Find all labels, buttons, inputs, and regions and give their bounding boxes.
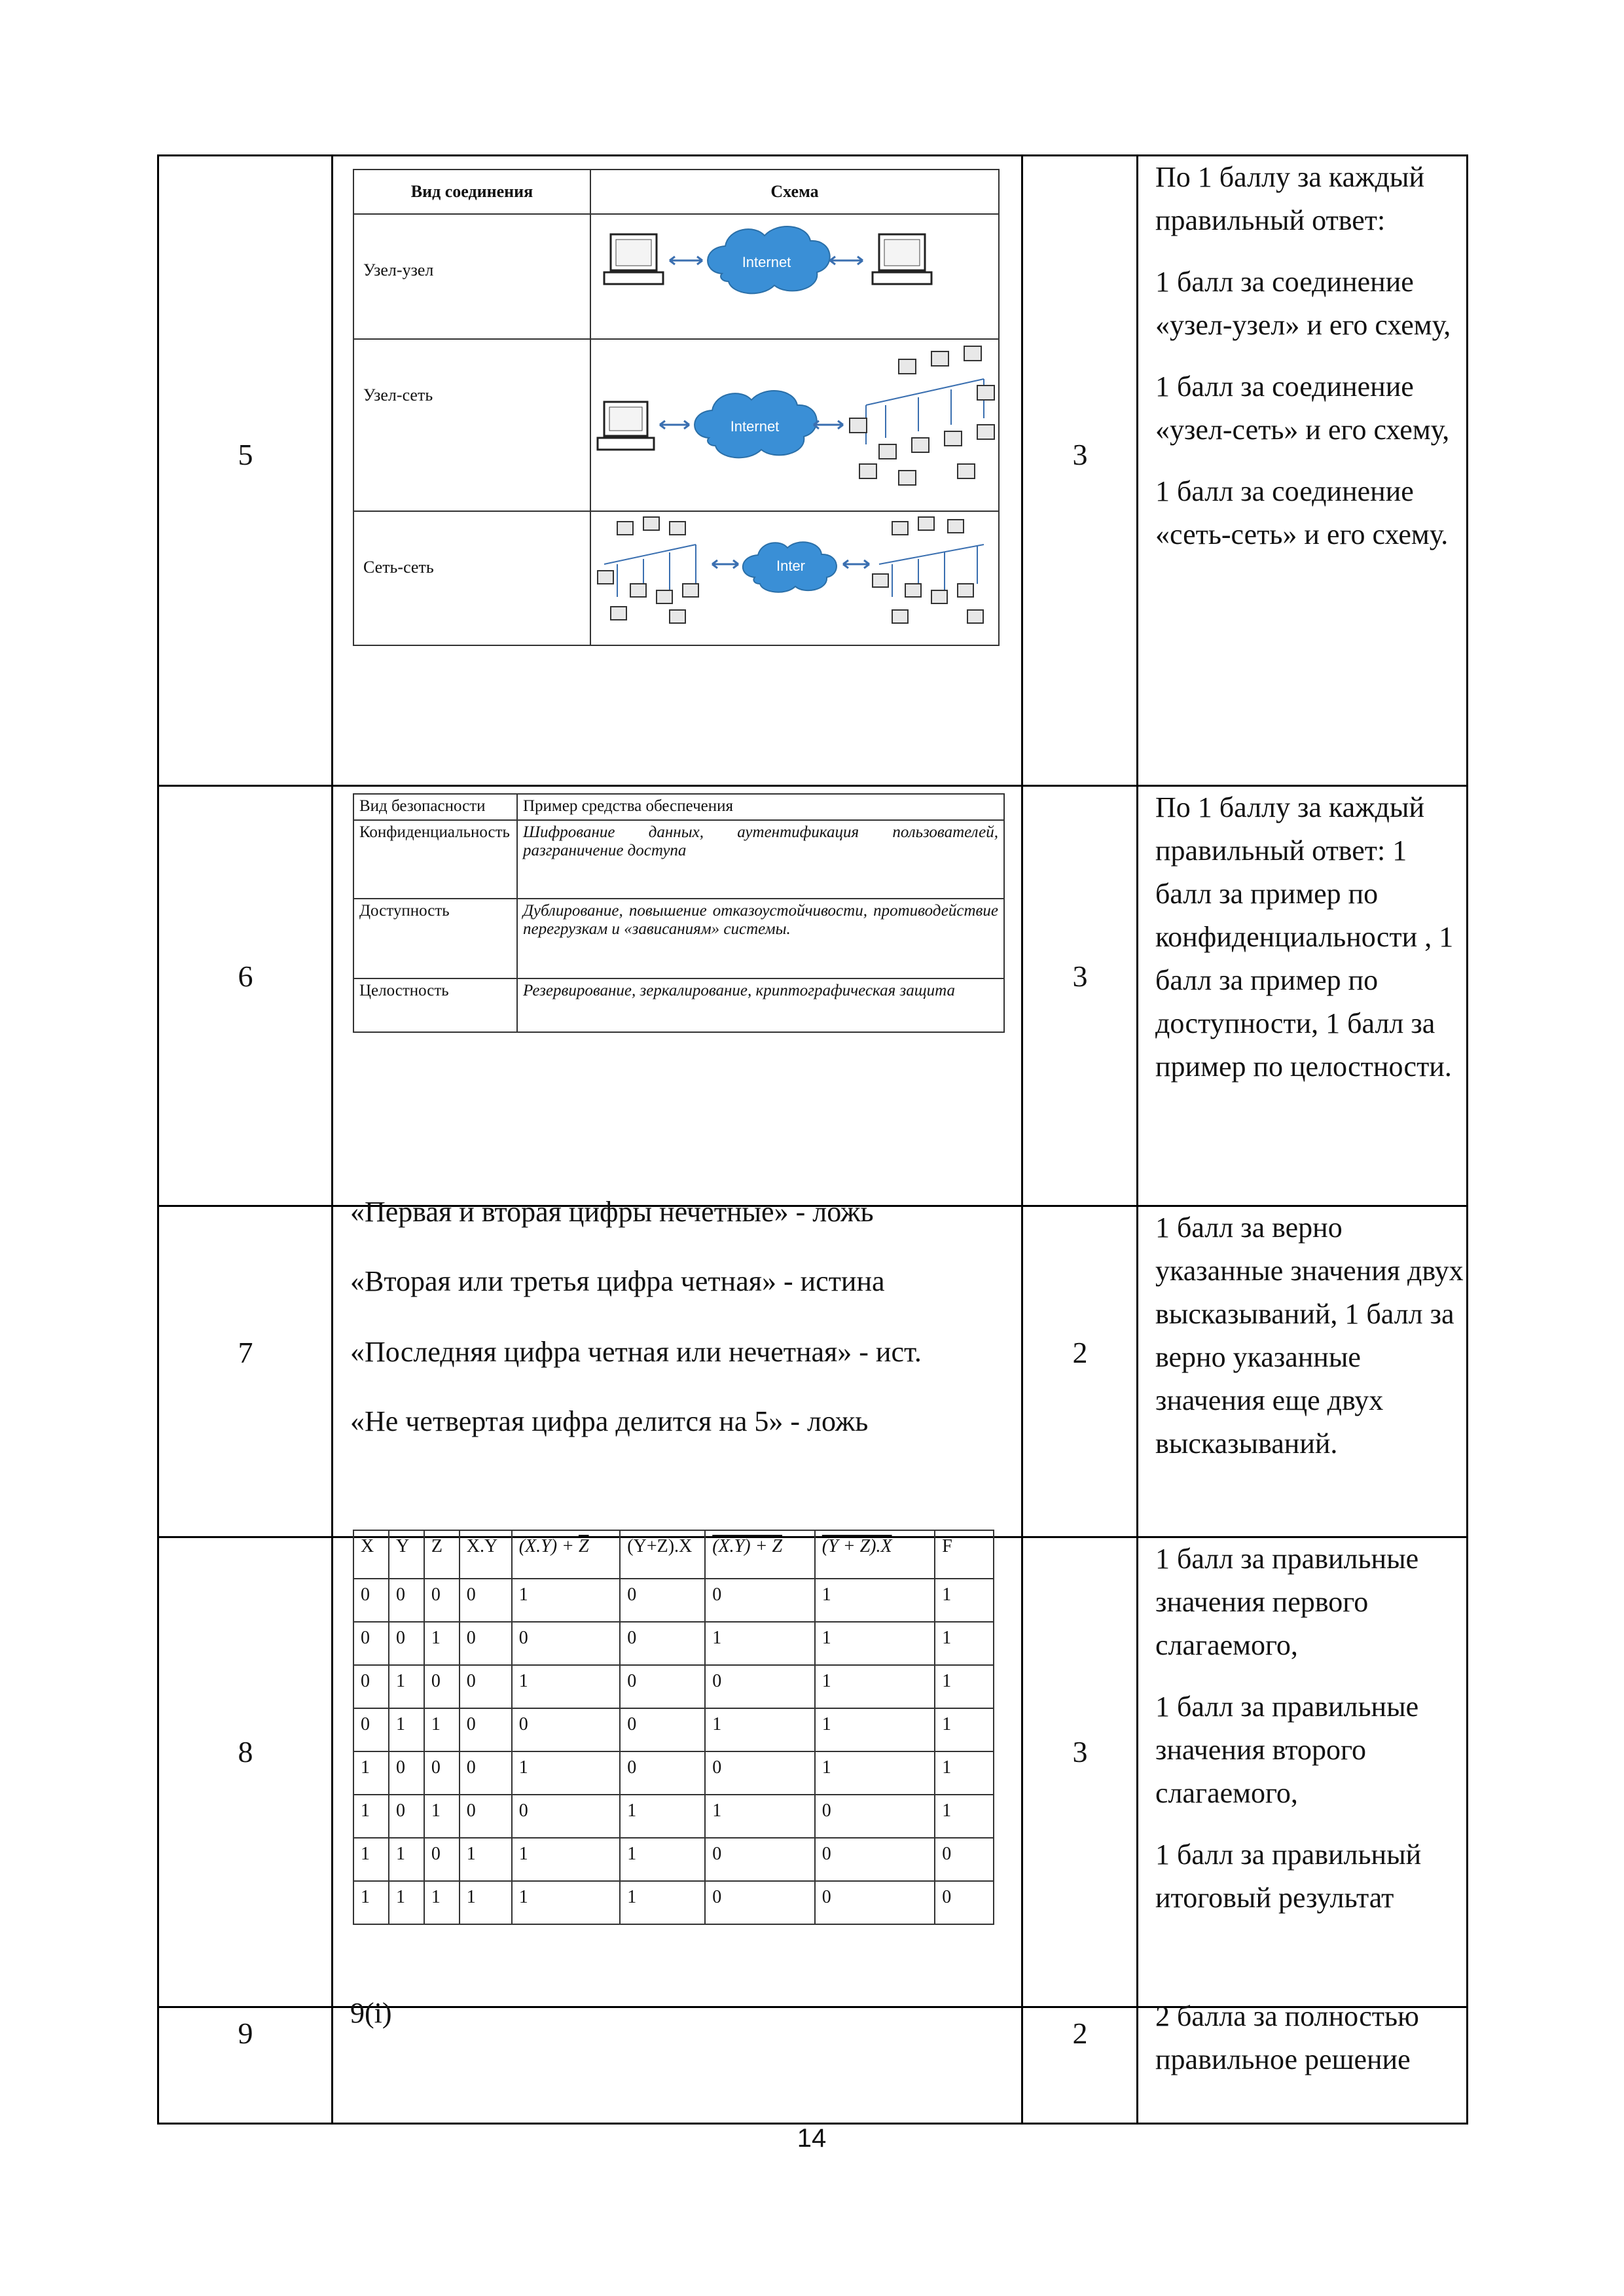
truth-cell: 0 <box>512 1795 621 1838</box>
truth-cell: 1 <box>512 1665 621 1708</box>
task-number: 6 <box>238 960 253 993</box>
statement: «Вторая или третья цифра четная» - истина <box>350 1265 885 1297</box>
truth-cell: 1 <box>935 1579 994 1622</box>
node-node-diagram <box>591 215 997 335</box>
overbar-z: $\overline{Z}$ <box>772 1536 783 1556</box>
truth-cell: 1 <box>512 1881 621 1924</box>
truth-cell: 1 <box>620 1795 705 1838</box>
truth-cell: 0 <box>705 1579 815 1622</box>
truth-cell: 1 <box>389 1838 424 1881</box>
overbar-xy: (X.Y) + <box>712 1536 772 1556</box>
header-text: (X.Y) + <box>518 1536 579 1556</box>
column-header: (Y+Z).X <box>620 1530 705 1579</box>
task-criteria <box>1155 156 1470 575</box>
laptop-icon <box>604 234 663 284</box>
truth-cell: 0 <box>424 1665 460 1708</box>
task-criteria <box>1155 786 1470 1107</box>
truth-cell: 1 <box>512 1579 621 1622</box>
column-header <box>815 1530 935 1579</box>
table-row <box>353 1708 994 1751</box>
cloud-label: Internet <box>742 254 791 270</box>
column-divider <box>1136 154 1138 2125</box>
column-divider <box>1021 154 1023 2125</box>
truth-cell: 1 <box>389 1708 424 1751</box>
truth-cell: 1 <box>424 1795 460 1838</box>
scheme-network-network <box>590 511 999 645</box>
column-header: X.Y <box>460 1530 512 1579</box>
security-example: Резервирование, зеркалирование, криптографическая защита <box>517 978 1004 1032</box>
truth-cell: 1 <box>353 1795 389 1838</box>
statement: «Первая и вторая цифры нечетные» - ложь <box>350 1196 874 1228</box>
truth-cell: 1 <box>705 1795 815 1838</box>
truth-cell: 0 <box>424 1751 460 1795</box>
task-points: 3 <box>1072 960 1088 993</box>
truth-cell: 0 <box>460 1795 512 1838</box>
truth-cell: 0 <box>815 1838 935 1881</box>
table-row <box>353 1795 994 1838</box>
task-criteria <box>1155 1537 1470 1938</box>
truth-cell: 1 <box>620 1838 705 1881</box>
criteria-line: По 1 баллу за каждый правильный ответ: 1 балл за пример по конфиденциальности , 1 балл за пример по доступности, 1 балл за пример по целостности. <box>1155 791 1454 1083</box>
truth-cell: 0 <box>815 1795 935 1838</box>
table-row <box>353 1838 994 1881</box>
truth-cell: 1 <box>935 1751 994 1795</box>
truth-cell: 0 <box>705 1881 815 1924</box>
truth-cell: 0 <box>389 1579 424 1622</box>
truth-cell: 0 <box>815 1881 935 1924</box>
task-number: 9 <box>238 2017 253 2050</box>
column-divider <box>331 154 333 2125</box>
truth-cell: 0 <box>460 1579 512 1622</box>
column-header: Вид безопасности <box>353 794 517 820</box>
truth-table-body <box>353 1579 994 1924</box>
column-header: X <box>353 1530 389 1579</box>
overbar-z: $\overline{Z}$ <box>578 1536 589 1556</box>
truth-cell: 1 <box>353 1838 389 1881</box>
task-points: 2 <box>1072 1336 1088 1369</box>
truth-cell: 0 <box>389 1795 424 1838</box>
truth-cell: 1 <box>512 1838 621 1881</box>
statement: «Не четвертая цифра делится на 5» - ложь <box>350 1405 869 1437</box>
statement: «Последняя цифра четная или нечетная» - ист. <box>350 1336 922 1368</box>
column-header: Y <box>389 1530 424 1579</box>
truth-cell: 1 <box>935 1665 994 1708</box>
truth-cell: 1 <box>815 1579 935 1622</box>
truth-cell: 0 <box>353 1708 389 1751</box>
truth-cell: 0 <box>353 1665 389 1708</box>
node-network-diagram <box>591 340 997 507</box>
truth-cell: 0 <box>389 1751 424 1795</box>
security-example: Дублирование, повышение отказоустойчивости, противодействие перегрузкам и «зависаниям» системы. <box>517 899 1004 978</box>
security-types-table <box>353 793 1005 1033</box>
connection-type-label: Узел-сеть <box>353 339 590 511</box>
truth-cell: 1 <box>460 1881 512 1924</box>
truth-cell: 1 <box>389 1881 424 1924</box>
truth-cell: 1 <box>935 1622 994 1665</box>
truth-cell: 0 <box>620 1708 705 1751</box>
scheme-node-node <box>590 214 999 339</box>
truth-cell: 0 <box>460 1708 512 1751</box>
truth-cell: 1 <box>353 1881 389 1924</box>
truth-table <box>353 1530 994 1925</box>
task-number: 7 <box>238 1336 253 1369</box>
scheme-node-network <box>590 339 999 511</box>
connection-types-table <box>353 169 1000 646</box>
truth-cell: 0 <box>353 1622 389 1665</box>
truth-cell: 1 <box>512 1751 621 1795</box>
answer-text: 9(i) <box>350 1997 392 2029</box>
truth-cell: 1 <box>815 1708 935 1751</box>
security-example: Шифрование данных, аутентификация пользователей, разграничение доступа <box>517 820 1004 899</box>
task-number: 5 <box>238 438 253 471</box>
task-points: 3 <box>1072 438 1088 471</box>
truth-cell: 1 <box>460 1838 512 1881</box>
truth-cell: 0 <box>389 1622 424 1665</box>
security-type: Целостность <box>353 978 517 1032</box>
criteria-line: 1 балл за соединение «узел-сеть» и его схему, <box>1155 370 1450 446</box>
network-icon <box>866 379 984 444</box>
truth-cell: 1 <box>935 1795 994 1838</box>
truth-cell: 1 <box>815 1665 935 1708</box>
truth-cell: 0 <box>620 1622 705 1665</box>
criteria-line: 1 балл за правильный итоговый результат <box>1155 1839 1422 1914</box>
criteria-line: 1 балл за правильные значения второго слагаемого, <box>1155 1691 1419 1809</box>
table-row <box>353 1665 994 1708</box>
truth-cell: 1 <box>424 1622 460 1665</box>
truth-cell: 0 <box>620 1751 705 1795</box>
column-header: Z <box>424 1530 460 1579</box>
security-type: Доступность <box>353 899 517 978</box>
criteria-line: 1 балл за правильные значения первого слагаемого, <box>1155 1543 1419 1661</box>
criteria-line: 1 балл за соединение «сеть-сеть» и его схему. <box>1155 475 1449 550</box>
task-criteria <box>1155 1995 1470 2100</box>
truth-cell: 1 <box>424 1708 460 1751</box>
table-border-left <box>157 154 159 2125</box>
table-row <box>353 1881 994 1924</box>
column-header <box>705 1530 815 1579</box>
column-header <box>512 1530 621 1579</box>
truth-cell: 0 <box>353 1579 389 1622</box>
table-row <box>353 1579 994 1622</box>
truth-cell: 0 <box>460 1665 512 1708</box>
column-header: Схема <box>590 170 999 214</box>
truth-cell: 0 <box>424 1838 460 1881</box>
truth-cell: 0 <box>935 1838 994 1881</box>
truth-cell: 0 <box>705 1838 815 1881</box>
truth-cell: 0 <box>935 1881 994 1924</box>
criteria-line: 1 балл за верно указанные значения двух высказываний, 1 балл за верно указанные значения еще двух высказываний. <box>1155 1211 1464 1460</box>
truth-cell: 0 <box>620 1579 705 1622</box>
truth-cell: 0 <box>460 1622 512 1665</box>
computer-icons <box>850 346 994 485</box>
truth-cell: 1 <box>389 1665 424 1708</box>
task-points: 3 <box>1072 1735 1088 1768</box>
cloud-label: Internet <box>730 418 780 435</box>
page-number: 14 <box>797 2124 827 2153</box>
truth-cell: 0 <box>424 1579 460 1622</box>
truth-cell: 0 <box>620 1665 705 1708</box>
criteria-line: 2 балла за полностью правильное решение <box>1155 2000 1419 2075</box>
task-points: 2 <box>1072 2017 1088 2050</box>
task-number: 8 <box>238 1735 253 1768</box>
overbar-expr: (Y + Z).X <box>821 1536 892 1556</box>
connection-type-label: Сеть-сеть <box>353 511 590 645</box>
truth-cell: 0 <box>705 1665 815 1708</box>
truth-cell: 1 <box>353 1751 389 1795</box>
truth-cell: 1 <box>815 1622 935 1665</box>
cloud-label: Inter <box>776 558 806 574</box>
connection-type-label: Узел-узел <box>353 214 590 339</box>
table-row <box>353 1751 994 1795</box>
criteria-line: По 1 баллу за каждый правильный ответ: <box>1155 161 1425 236</box>
truth-cell: 1 <box>815 1751 935 1795</box>
truth-cell: 1 <box>935 1708 994 1751</box>
network-network-diagram <box>591 512 997 641</box>
truth-cell: 0 <box>705 1751 815 1795</box>
truth-cell: 1 <box>705 1622 815 1665</box>
column-header: Вид соединения <box>353 170 590 214</box>
truth-cell: 0 <box>512 1622 621 1665</box>
table-row <box>353 1622 994 1665</box>
task-criteria <box>1155 1206 1470 1484</box>
truth-cell: 1 <box>705 1708 815 1751</box>
security-type: Конфиденциальность <box>353 820 517 899</box>
truth-cell: 1 <box>620 1881 705 1924</box>
truth-cell: 1 <box>424 1881 460 1924</box>
laptop-icon <box>598 402 654 450</box>
criteria-line: 1 балл за соединение «узел-узел» и его схему, <box>1155 266 1451 341</box>
laptop-icon <box>873 234 931 284</box>
column-header: F <box>935 1530 994 1579</box>
truth-cell: 0 <box>512 1708 621 1751</box>
truth-cell: 0 <box>460 1751 512 1795</box>
column-header: Пример средства обеспечения <box>517 794 1004 820</box>
